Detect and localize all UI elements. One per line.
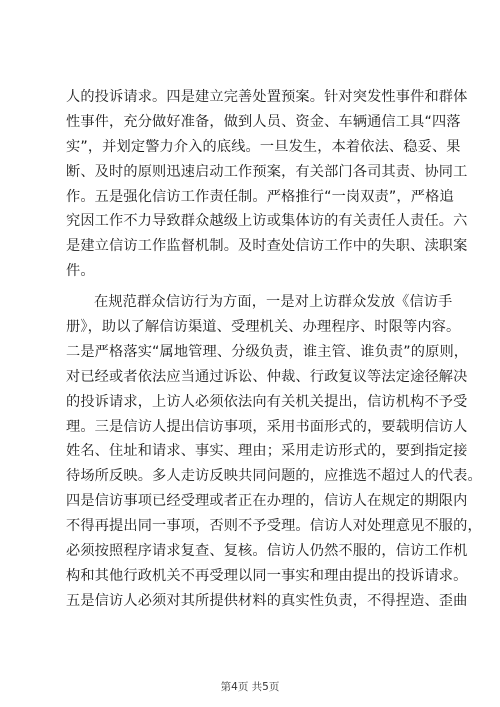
- text-line: 待场所反映。多人走访反映共同问题的，应推选不超过人的代表。: [66, 468, 482, 485]
- text-line: 五是信访人必须对其所提供材料的真实性负责，不得捏造、歪曲: [66, 592, 468, 609]
- text-line: 理。三是信访人提出信访事项，采用书面形式的，要载明信访人: [66, 418, 468, 435]
- text-line: 性事件，充分做好准备，做到人员、资金、车辆通信工具“四落: [66, 113, 461, 130]
- text-line: 是建立信访工作监督机制。及时查处信访工作中的失职、渎职案: [66, 238, 468, 255]
- text-line: 断、及时的原则迅速启动工作预案，有关部门各司其责、协同工: [66, 163, 468, 180]
- page-number-footer: 第4页 共5页: [220, 681, 280, 693]
- paragraph-1: [66, 85, 468, 284]
- document-body: [66, 85, 482, 614]
- text-line: 人的投诉请求。四是建立完善处置预案。针对突发性事件和群体: [66, 89, 468, 105]
- text-line: 必须按照程序请求复查、复核。信访人仍然不服的，信访工作机: [66, 543, 468, 560]
- text-line: 在规范群众信访行为方面，一是对上访群众发放《信访手: [94, 294, 453, 311]
- text-line: 不得再提出同一事项，否则不予受理。信访人对处理意见不服的，: [66, 518, 482, 535]
- text-line: 姓名、住址和请求、事实、理由；采用走访形式的，要到指定接: [66, 443, 468, 460]
- text-line: 四是信访事项已经受理或者正在办理的，信访人在规定的期限内: [66, 493, 468, 510]
- paragraph-2: [66, 290, 482, 614]
- text-line: 对已经或者依法应当通过诉讼、仲裁、行政复议等法定途径解决: [66, 368, 468, 385]
- text-line: 的投诉请求，上访人必须依法向有关机关提出，信访机构不予受: [66, 393, 468, 410]
- text-line: 二是严格落实“属地管理、分级负责，谁主管、谁负责”的原则，: [66, 343, 469, 360]
- text-line: 作。五是强化信访工作责任制。严格推行“一岗双责”，严格追: [66, 188, 454, 205]
- text-line: 册》，助以了解信访渠道、受理机关、办理程序、时限等内容。: [66, 319, 461, 336]
- text-line: 究因工作不力导致群众越级上访或集体访的有关责任人责任。六: [66, 213, 468, 230]
- text-line: 件。: [66, 263, 95, 280]
- text-line: 实”，并划定警力介入的底线。一旦发生，本着依法、稳妥、果: [66, 138, 461, 155]
- text-line: 构和其他行政机关不再受理以同一事实和理由提出的投诉请求。: [66, 567, 468, 584]
